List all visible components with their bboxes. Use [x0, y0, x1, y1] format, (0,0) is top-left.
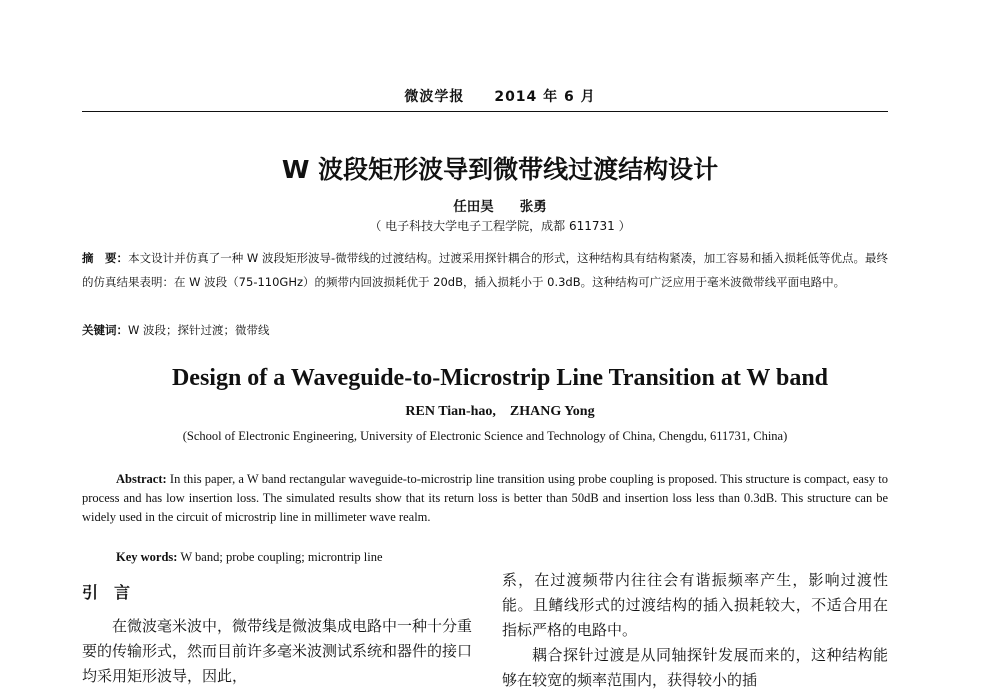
- issue-date: 2014 年 6 月: [494, 89, 596, 105]
- en-abstract-text: In this paper, a W band rectangular waveguide-to-microstrip line transition using probe coupling is proposed. This structure is compact, easy to process and has low insertion loss. The simulated results show that its return loss is better than 50dB and insertion loss less than 0.3dB. This structure can be widely used in the circuit of microstrip line in millimeter wave realm.: [82, 472, 889, 524]
- en-abstract-label: Abstract:: [116, 472, 167, 486]
- journal-name: 微波学报: [404, 89, 465, 105]
- en-title: Design of a Waveguide-to-Microstrip Line Transition at W band: [171, 365, 829, 391]
- en-author-2: ZHANG Yong: [509, 404, 595, 419]
- body-paragraph: 系，在过渡频带内往往会有谐振频率产生，影响过渡性能。且鳍线形式的过渡结构的插入损耗较大，不适合用在指标严格的电路中。: [502, 571, 888, 639]
- en-keywords-label: Key words:: [116, 550, 178, 564]
- running-header: [0, 86, 1000, 106]
- body-paragraph: 在微波毫米波中，微带线是微波集成电路中一种十分重要的传输形式，然而目前许多毫米波测试系统和器件的接口均采用矩形波导，因此，: [82, 617, 473, 685]
- cn-authors: [0, 195, 1000, 215]
- cn-title: W 波段矩形波导到微带线过渡结构设计: [281, 155, 719, 184]
- cn-abstract-label: 摘 要：: [82, 251, 129, 265]
- header-rule: [82, 111, 888, 112]
- en-keywords: [116, 550, 516, 565]
- cn-affiliation: （ 电子科技大学电子工程学院，成都 611731 ）: [369, 219, 631, 233]
- cn-keywords-text: W 波段；探针过渡；微带线: [128, 323, 270, 337]
- body-paragraph: 耦合探针过渡是从同轴探针发展而来的，这种结构能够在较宽的频率范围内，获得较小的插: [502, 646, 888, 689]
- en-authors: [0, 404, 1000, 420]
- cn-keywords: [82, 322, 888, 338]
- right-column: [502, 568, 888, 693]
- en-affiliation: (School of Electronic Engineering, University of Electronic Science and Technology of China, Chengdu, 611731, China): [182, 429, 788, 443]
- cn-keywords-label: 关键词：: [82, 323, 128, 337]
- cn-author-2: 张勇: [519, 199, 547, 215]
- cn-author-1: 任田昊: [453, 199, 494, 215]
- cn-abstract: [82, 247, 888, 294]
- en-keywords-text: W band; probe coupling; microntrip line: [180, 550, 383, 564]
- en-author-1: REN Tian-hao,: [405, 404, 496, 419]
- cn-abstract-text: 本文设计并仿真了一种 W 波段矩形波导-微带线的过渡结构。过渡采用探针耦合的形式，这种结构具有结构紧凑，加工容易和插入损耗低等优点。最终的仿真结果表明：在 W 波段（75-110GHz）的频带内回波损耗优于 20dB，插入损耗小于 0.3dB。这种结构可广泛应用于毫米波微带线平面电路中。: [82, 251, 889, 289]
- section-heading-introduction: 引言: [82, 583, 147, 602]
- left-column: [82, 614, 472, 689]
- en-abstract: [82, 470, 888, 527]
